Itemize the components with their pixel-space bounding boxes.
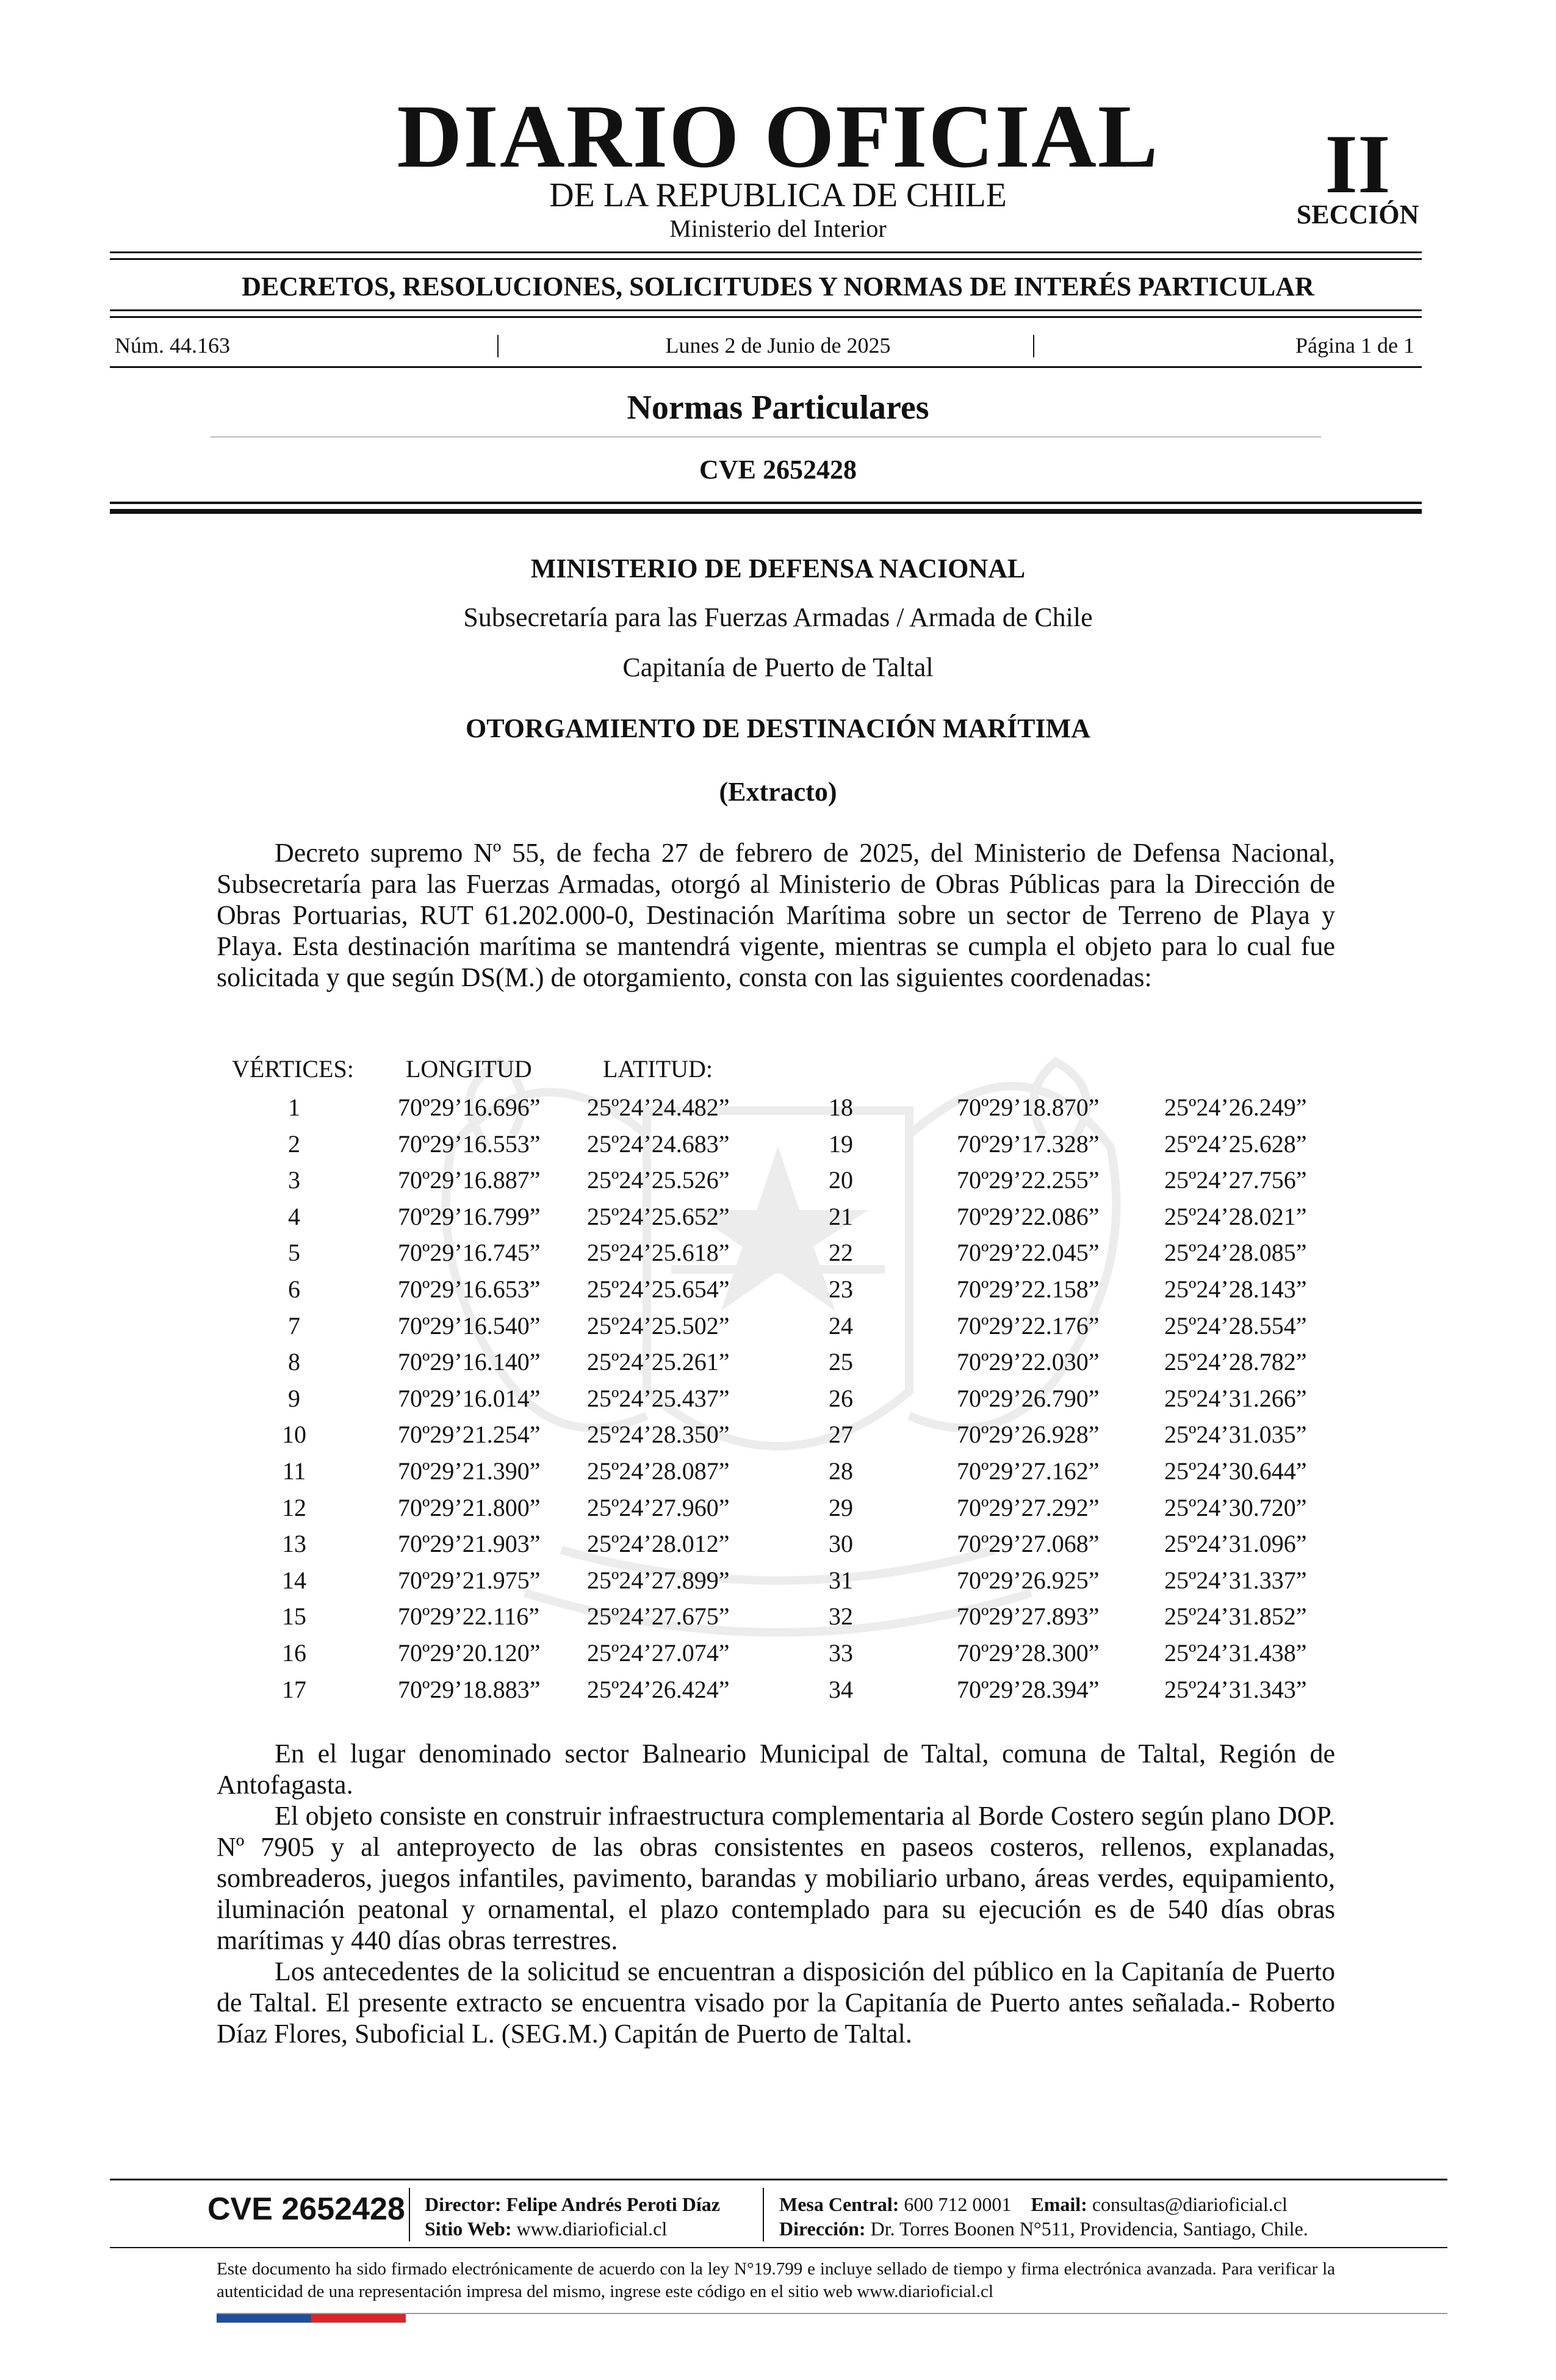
- longitude-value: 70º29’16.799”: [398, 1203, 541, 1230]
- footer-rule-mid: [110, 2247, 1447, 2248]
- ministry-heading: MINISTERIO DE DEFENSA NACIONAL: [530, 554, 1026, 583]
- longitude-value: 70º29’17.328”: [957, 1130, 1100, 1158]
- section-number: II: [1325, 117, 1391, 211]
- banner-rule-top-2: [110, 258, 1422, 260]
- latitude-value: 25º24’27.074”: [587, 1639, 730, 1667]
- coordinate-row: [0, 1678, 1556, 1714]
- latitude-value: 25º24’26.424”: [587, 1676, 730, 1703]
- longitude-value: 70º29’21.975”: [398, 1567, 541, 1594]
- document-subtitle: (Extracto): [719, 777, 837, 807]
- cve-rule-1: [110, 502, 1422, 504]
- coordinate-row: [0, 1496, 1556, 1532]
- longitude-value: 70º29’26.928”: [957, 1421, 1100, 1448]
- address-value: Dr. Torres Boonen N°511, Providencia, Santiago, Chile.: [870, 2218, 1308, 2240]
- latitude-value: 25º24’31.438”: [1164, 1639, 1307, 1667]
- col-header-latitud: LATITUD:: [603, 1055, 713, 1083]
- longitude-value: 70º29’16.887”: [398, 1166, 541, 1194]
- coordinate-row: [0, 1168, 1556, 1205]
- vertex-number: 11: [282, 1457, 306, 1485]
- capitania-heading: Capitanía de Puerto de Taltal: [622, 652, 934, 682]
- document-title: OTORGAMIENTO DE DESTINACIÓN MARÍTIMA: [466, 713, 1090, 743]
- latitude-value: 25º24’24.482”: [587, 1094, 730, 1121]
- vertex-number: 9: [288, 1385, 300, 1412]
- latitude-value: 25º24’28.085”: [1164, 1239, 1307, 1266]
- longitude-value: 70º29’18.883”: [398, 1676, 541, 1703]
- newspaper-title: DIARIO OFICIAL: [397, 87, 1159, 187]
- latitude-value: 25º24’25.261”: [587, 1348, 730, 1376]
- vertex-number: 17: [282, 1676, 306, 1703]
- longitude-value: 70º29’22.116”: [398, 1603, 539, 1630]
- footer-website: [425, 2219, 667, 2238]
- longitude-value: 70º29’16.696”: [398, 1094, 541, 1121]
- latitude-value: 25º24’27.756”: [1164, 1166, 1307, 1194]
- longitude-value: 70º29’22.030”: [957, 1348, 1100, 1376]
- coordinate-row: [0, 1532, 1556, 1568]
- mesa-label: Mesa Central:: [779, 2193, 899, 2215]
- email-label: Email:: [1031, 2193, 1087, 2215]
- vertex-number: 12: [282, 1494, 306, 1521]
- director-label: Director:: [425, 2193, 502, 2215]
- longitude-value: 70º29’16.014”: [398, 1385, 541, 1412]
- intro-paragraph: Decreto supremo Nº 55, de fecha 27 de febrero de 2025, del Ministerio de Defensa Nacional, Subsecretaría para las Fuerzas Armadas, otorgó al Ministerio de Obras Públicas para la Dirección de Obras Portuarias, RUT 61.202.000-0, Destinación Marítima sobre un sector de Terreno de Playa y Playa. Esta destinación marítima se mantendrá vigente, mientras se cumpla el objeto para lo cual fue solicitada y que según DS(M.) de otorgamiento, consta con las siguientes coordenadas:: [217, 838, 1335, 992]
- section-banner: DECRETOS, RESOLUCIONES, SOLICITUDES Y NORMAS DE INTERÉS PARTICULAR: [242, 272, 1314, 301]
- latitude-value: 25º24’30.720”: [1164, 1494, 1307, 1521]
- vertex-number: 2: [288, 1130, 300, 1158]
- meta-separator: |: [495, 330, 501, 358]
- issue-number: Núm. 44.163: [115, 333, 230, 358]
- latitude-value: 25º24’28.554”: [1164, 1312, 1307, 1340]
- coordinate-row: [0, 1095, 1556, 1132]
- subsecretaria-heading: Subsecretaría para las Fuerzas Armadas / Armada de Chile: [463, 602, 1093, 632]
- latitude-value: 25º24’28.782”: [1164, 1348, 1307, 1376]
- latitude-value: 25º24’28.021”: [1164, 1203, 1307, 1230]
- cve-code: CVE 2652428: [699, 455, 857, 485]
- footer-address: [779, 2219, 1308, 2238]
- longitude-value: 70º29’21.903”: [398, 1530, 541, 1557]
- coordinate-row: [0, 1423, 1556, 1459]
- vertex-number: 16: [282, 1639, 306, 1667]
- banner-rule-top-1: [110, 251, 1422, 253]
- vertex-number: 1: [288, 1094, 300, 1121]
- vertex-number: 5: [288, 1239, 300, 1266]
- cve-rule-2: [110, 509, 1422, 514]
- vertex-number: 13: [282, 1530, 306, 1557]
- latitude-value: 25º24’28.087”: [587, 1457, 730, 1485]
- website-label: Sitio Web:: [425, 2218, 512, 2240]
- latitude-value: 25º24’25.502”: [587, 1312, 730, 1340]
- latitude-value: 25º24’31.096”: [1164, 1530, 1307, 1557]
- coordinate-row: [0, 1604, 1556, 1641]
- coordinate-row: [0, 1350, 1556, 1387]
- flag-stripe-blue: [217, 2314, 311, 2323]
- longitude-value: 70º29’27.292”: [957, 1494, 1100, 1521]
- longitude-value: 70º29’16.140”: [398, 1348, 541, 1376]
- coordinate-row: [0, 1641, 1556, 1678]
- location-paragraph: En el lugar denominado sector Balneario Municipal de Taltal, comuna de Taltal, Región de Antofagasta.: [217, 1739, 1335, 1800]
- latitude-value: 25º24’31.337”: [1164, 1567, 1307, 1594]
- coordinate-row: [0, 1205, 1556, 1241]
- longitude-value: 70º29’20.120”: [398, 1639, 541, 1667]
- vertex-number: 19: [829, 1130, 853, 1158]
- footer-rule-top: [110, 2179, 1447, 2180]
- latitude-value: 25º24’31.035”: [1164, 1421, 1307, 1448]
- meta-rule: [110, 366, 1422, 368]
- latitude-value: 25º24’27.899”: [587, 1567, 730, 1594]
- vertex-number: 10: [282, 1421, 306, 1448]
- director-value: Felipe Andrés Peroti Díaz: [506, 2193, 720, 2215]
- longitude-value: 70º29’26.925”: [957, 1567, 1100, 1594]
- vertex-number: 14: [282, 1567, 306, 1594]
- latitude-value: 25º24’25.652”: [587, 1203, 730, 1230]
- newspaper-ministry: Ministerio del Interior: [669, 215, 887, 242]
- vertex-number: 26: [829, 1385, 853, 1412]
- longitude-value: 70º29’22.158”: [957, 1275, 1100, 1303]
- vertex-number: 21: [829, 1203, 853, 1230]
- coordinate-row: [0, 1387, 1556, 1423]
- footer-legal-note: Este documento ha sido firmado electrónicamente de acuerdo con la ley N°19.799 e incluye sellado de tiempo y firma electrónica avanzada. Para verificar la autenticidad de una representación impresa del mismo, ingrese este código en el sitio web www.diarioficial.cl: [217, 2259, 1335, 2301]
- vertex-number: 23: [829, 1275, 853, 1303]
- latitude-value: 25º24’31.266”: [1164, 1385, 1307, 1412]
- vertex-number: 31: [829, 1567, 853, 1594]
- coordinate-row: [0, 1132, 1556, 1169]
- longitude-value: 70º29’16.653”: [398, 1275, 541, 1303]
- latitude-value: 25º24’25.628”: [1164, 1130, 1307, 1158]
- vertex-number: 20: [829, 1166, 853, 1194]
- coordinate-row: [0, 1568, 1556, 1605]
- longitude-value: 70º29’27.068”: [957, 1530, 1100, 1557]
- longitude-value: 70º29’21.254”: [398, 1421, 541, 1448]
- longitude-value: 70º29’22.045”: [957, 1239, 1100, 1266]
- vertex-number: 29: [829, 1494, 853, 1521]
- vertex-number: 27: [829, 1421, 853, 1448]
- latitude-value: 25º24’25.654”: [587, 1275, 730, 1303]
- longitude-value: 70º29’27.162”: [957, 1457, 1100, 1485]
- footer-divider: [763, 2188, 764, 2241]
- vertex-number: 6: [288, 1275, 300, 1303]
- meta-separator: |: [1031, 330, 1037, 358]
- vertex-number: 15: [282, 1603, 306, 1630]
- latitude-value: 25º24’26.249”: [1164, 1094, 1307, 1121]
- coordinate-row: [0, 1277, 1556, 1314]
- email-link[interactable]: consultas@diarioficial.cl: [1092, 2193, 1288, 2215]
- longitude-value: 70º29’28.394”: [957, 1676, 1100, 1703]
- vertex-number: 32: [829, 1603, 853, 1630]
- latitude-value: 25º24’30.644”: [1164, 1457, 1307, 1485]
- footer-divider: [409, 2188, 410, 2241]
- longitude-value: 70º29’22.176”: [957, 1312, 1100, 1340]
- purpose-paragraph: El objeto consiste en construir infraestructura complementaria al Borde Costero según plano DOP. Nº 7905 y al anteproyecto de las obras consistentes en paseos costeros, rellenos, explanadas, sombreaderos, juegos infantiles, pavimento, barandas y mobiliario urbano, áreas verdes, equipamiento, iluminación peatonal y ornamental, el plazo contemplado para su ejecución es de 540 días obras marítimas y 440 días obras terrestres.: [217, 1801, 1335, 1955]
- website-link[interactable]: www.diarioficial.cl: [516, 2218, 668, 2240]
- newspaper-subtitle: DE LA REPUBLICA DE CHILE: [549, 176, 1007, 214]
- page-indicator: Página 1 de 1: [1295, 333, 1414, 358]
- latitude-value: 25º24’28.012”: [587, 1530, 730, 1557]
- banner-rule-bottom-2: [110, 316, 1422, 318]
- longitude-value: 70º29’27.893”: [957, 1603, 1100, 1630]
- footer-contact: [779, 2194, 1288, 2214]
- longitude-value: 70º29’28.300”: [957, 1639, 1100, 1667]
- antecedents-paragraph: Los antecedentes de la solicitud se encuentran a disposición del público en la Capitanía de Puerto de Taltal. El presente extracto se encuentra visado por la Capitanía de Puerto antes señalada.- Roberto Díaz Flores, Suboficial L. (SEG.M.) Capitán de Puerto de Taltal.: [217, 1956, 1335, 2049]
- vertex-number: 22: [829, 1239, 853, 1266]
- latitude-value: 25º24’25.526”: [587, 1166, 730, 1194]
- coordinate-row: [0, 1314, 1556, 1350]
- latitude-value: 25º24’27.675”: [587, 1603, 730, 1630]
- latitude-value: 25º24’28.350”: [587, 1421, 730, 1448]
- section-title-rule: [211, 436, 1321, 438]
- vertex-number: 30: [829, 1530, 853, 1557]
- coordinate-row: [0, 1459, 1556, 1496]
- banner-rule-bottom-1: [110, 309, 1422, 311]
- mesa-value: 600 712 0001: [904, 2193, 1012, 2215]
- latitude-value: 25º24’31.852”: [1164, 1603, 1307, 1630]
- longitude-value: 70º29’22.255”: [957, 1166, 1100, 1194]
- col-header-longitud: LONGITUD: [406, 1055, 532, 1083]
- vertex-number: 8: [288, 1348, 300, 1376]
- footer-cve-code: CVE 2652428: [207, 2191, 405, 2227]
- vertex-number: 3: [288, 1166, 300, 1194]
- latitude-value: 25º24’25.618”: [587, 1239, 730, 1266]
- longitude-value: 70º29’21.390”: [398, 1457, 541, 1485]
- coordinate-row: [0, 1241, 1556, 1277]
- vertex-number: 33: [829, 1639, 853, 1667]
- flag-stripe-red: [311, 2314, 406, 2323]
- issue-date: Lunes 2 de Junio de 2025: [665, 333, 891, 358]
- vertex-number: 25: [829, 1348, 853, 1376]
- vertex-number: 34: [829, 1676, 853, 1703]
- footer-director: [425, 2194, 720, 2214]
- vertex-number: 18: [829, 1094, 853, 1121]
- section-title: Normas Particulares: [627, 389, 929, 427]
- col-header-vertices: VÉRTICES:: [232, 1055, 354, 1083]
- latitude-value: 25º24’24.683”: [587, 1130, 730, 1158]
- vertex-number: 4: [288, 1203, 300, 1230]
- vertex-number: 28: [829, 1457, 853, 1485]
- latitude-value: 25º24’31.343”: [1164, 1676, 1307, 1703]
- longitude-value: 70º29’16.745”: [398, 1239, 541, 1266]
- longitude-value: 70º29’21.800”: [398, 1494, 541, 1521]
- vertex-number: 24: [829, 1312, 853, 1340]
- longitude-value: 70º29’26.790”: [957, 1385, 1100, 1412]
- latitude-value: 25º24’25.437”: [587, 1385, 730, 1412]
- longitude-value: 70º29’16.540”: [398, 1312, 541, 1340]
- vertex-number: 7: [288, 1312, 300, 1340]
- latitude-value: 25º24’27.960”: [587, 1494, 730, 1521]
- section-label: SECCIÓN: [1296, 200, 1419, 229]
- longitude-value: 70º29’22.086”: [957, 1203, 1100, 1230]
- longitude-value: 70º29’16.553”: [398, 1130, 541, 1158]
- address-label: Dirección:: [779, 2218, 866, 2240]
- latitude-value: 25º24’28.143”: [1164, 1275, 1307, 1303]
- longitude-value: 70º29’18.870”: [957, 1094, 1100, 1121]
